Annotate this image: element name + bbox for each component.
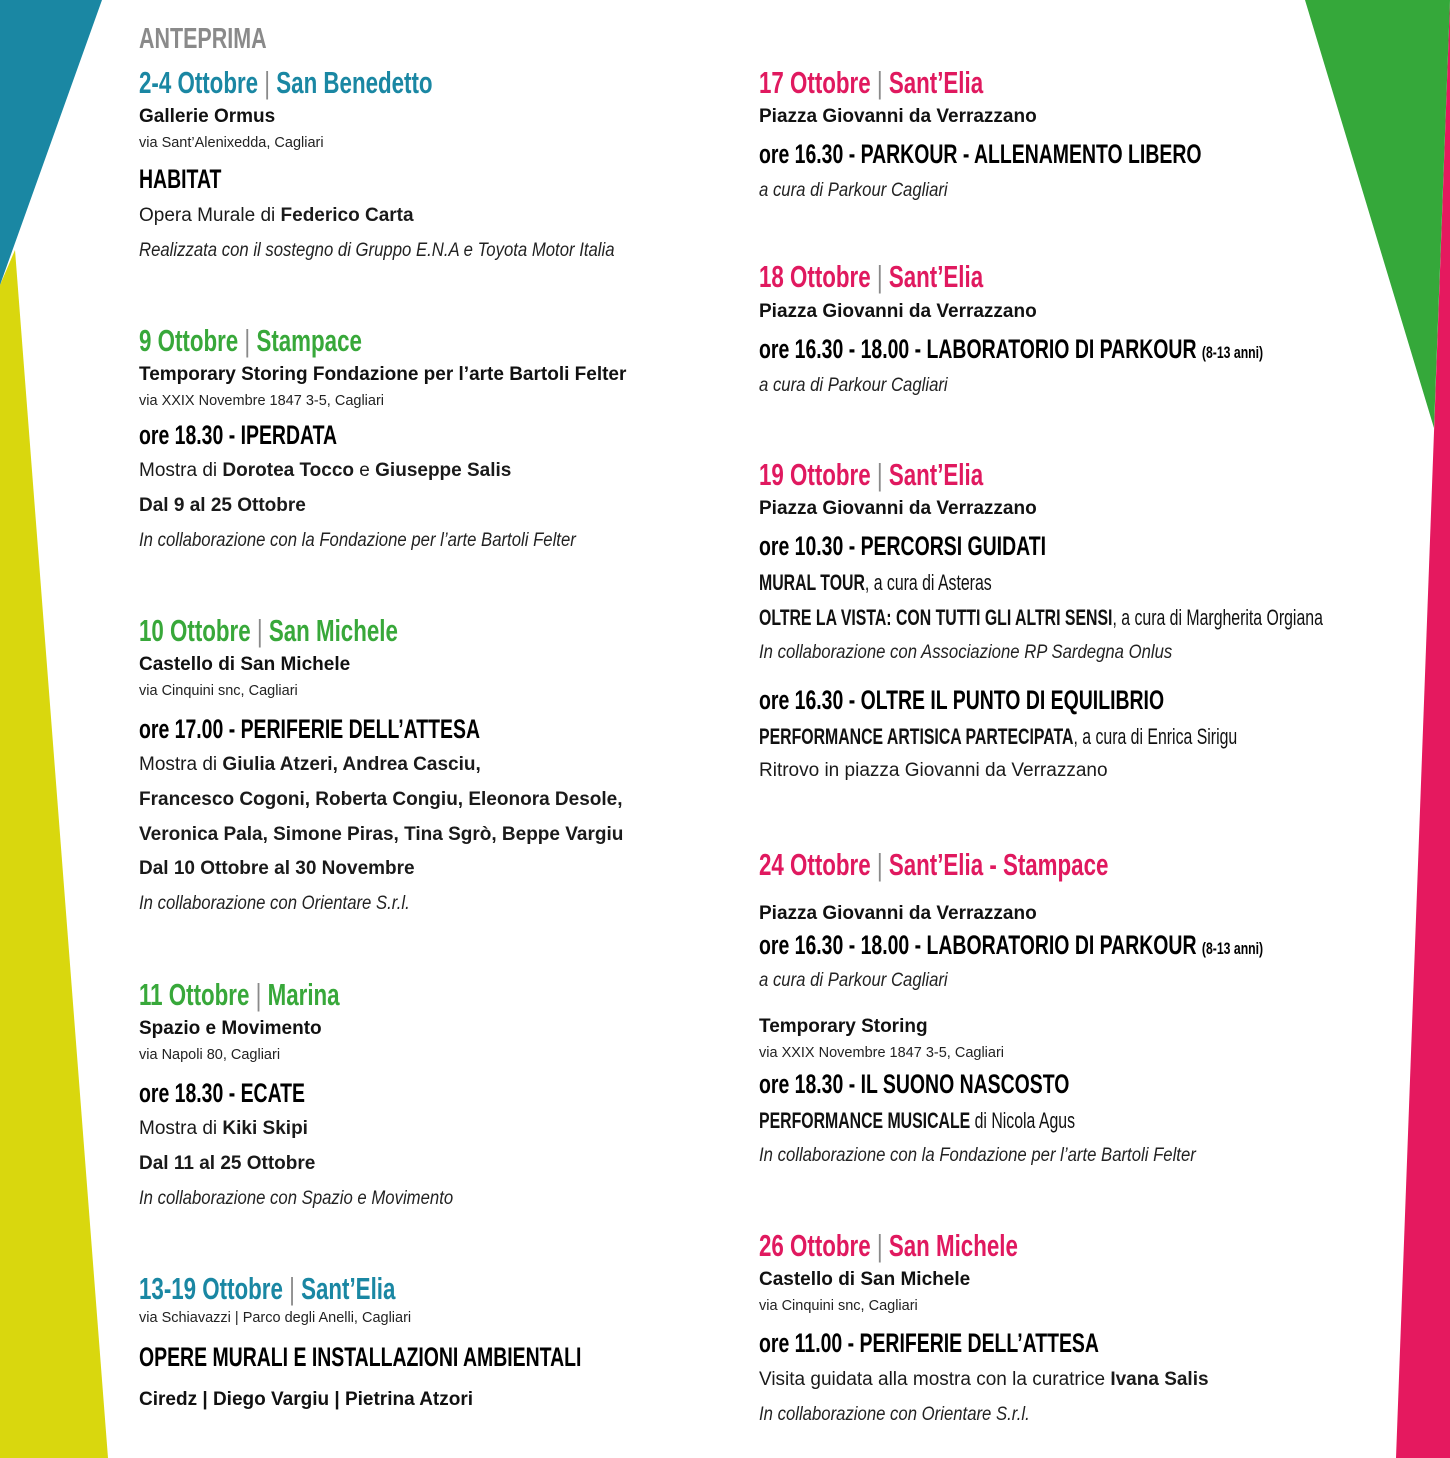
event-date: 24 Ottobre (759, 847, 871, 882)
separator: | (255, 977, 262, 1012)
meeting-point: Ritrovo in piazza Giovanni da Verrazzano (759, 760, 1108, 781)
teal-shape (0, 0, 102, 285)
subitem-title: MURAL TOUR (759, 570, 865, 595)
yellow-shape (0, 250, 108, 1458)
event-heading (139, 614, 398, 648)
event-heading (759, 848, 1108, 882)
event-artists: Ciredz | Diego Vargiu | Pietrina Atzori (139, 1389, 474, 1410)
separator: | (256, 613, 263, 648)
separator: | (876, 1228, 883, 1263)
age-range: (8-13 anni) (1201, 939, 1264, 958)
event-description (139, 1117, 308, 1141)
event-note: a cura di Parkour Cagliari (759, 375, 948, 396)
event-date: 19 Ottobre (759, 457, 871, 492)
event-date: 2-4 Ottobre (139, 65, 259, 100)
subitem-curator: , a cura di Enrica Sirigu (1073, 724, 1238, 749)
separator: | (876, 457, 883, 492)
event-venue: Castello di San Michele (139, 654, 351, 675)
section-header: ANTEPRIMA (139, 23, 267, 55)
event-venue: Piazza Giovanni da Verrazzano (759, 106, 1037, 127)
event-address: via Sant’Alenixedda, Cagliari (139, 135, 324, 151)
event-venue: Temporary Storing Fondazione per l’arte Bartoli Felter (139, 364, 627, 385)
event-address: via Schiavazzi | Parco degli Anelli, Cagliari (139, 1310, 412, 1326)
event-heading (759, 458, 983, 492)
event-title: ore 16.30 - PARKOUR - ALLENAMENTO LIBERO (759, 139, 1202, 169)
event-venue: Piazza Giovanni da Verrazzano (759, 301, 1037, 322)
event-period: Dal 10 Ottobre al 30 Novembre (139, 858, 415, 879)
event-place: San Michele (888, 1228, 1018, 1263)
event-description (139, 459, 511, 483)
event-date: 10 Ottobre (139, 613, 251, 648)
event-title: ore 18.30 - ECATE (139, 1078, 306, 1108)
event-title: ore 11.00 - PERIFERIE DELL’ATTESA (759, 1328, 1099, 1358)
event-date: 9 Ottobre (139, 323, 239, 358)
event-subitem (759, 1108, 1075, 1134)
desc-text: Mostra di (139, 1118, 223, 1139)
event-note: In collaborazione con Spazio e Movimento (139, 1188, 454, 1209)
event-title: ore 16.30 - OLTRE IL PUNTO DI EQUILIBRIO (759, 685, 1165, 715)
event-address: via Cinquini snc, Cagliari (139, 683, 298, 699)
subitem-curator: , a cura di Asteras (864, 570, 992, 595)
event-heading (759, 66, 983, 100)
event-venue: Piazza Giovanni da Verrazzano (759, 498, 1037, 519)
separator: | (244, 323, 251, 358)
event-place: Sant’Elia (301, 1271, 396, 1306)
event-place: Sant’Elia (888, 65, 984, 100)
event-note: a cura di Parkour Cagliari (759, 180, 948, 201)
subitem-title: OLTRE LA VISTA: CON TUTTI GLI ALTRI SENSI (759, 605, 1113, 630)
event-place: Sant’Elia (888, 457, 984, 492)
event-note: In collaborazione con Orientare S.r.l. (759, 1404, 1030, 1425)
subitem-performer: di Nicola Agus (970, 1108, 1075, 1133)
event-subitem (759, 724, 1237, 750)
event-date: 26 Ottobre (759, 1228, 871, 1263)
event-date: 13-19 Ottobre (139, 1271, 283, 1306)
event-note: In collaborazione con Orientare S.r.l. (139, 893, 410, 914)
curator-name: Ivana Salis (1110, 1369, 1209, 1390)
event-note: Realizzata con il sostegno di Gruppo E.N.A e Toyota Motor Italia (139, 240, 615, 261)
desc-text: Visita guidata alla mostra con la curatrice (759, 1369, 1111, 1390)
event-title: ore 10.30 - PERCORSI GUIDATI (759, 531, 1046, 561)
desc-text: Mostra di (139, 460, 223, 481)
event-place: San Michele (268, 613, 398, 648)
separator: | (876, 65, 883, 100)
event-description (139, 753, 481, 777)
subitem-curator: , a cura di Margherita Orgiana (1112, 605, 1323, 630)
artist-names: Veronica Pala, Simone Piras, Tina Sgrò, Beppe Vargiu (139, 824, 624, 845)
artist-name: Kiki Skipi (222, 1118, 308, 1139)
event-heading (759, 260, 983, 294)
subitem-title: PERFORMANCE ARTISICA PARTECIPATA (759, 724, 1074, 749)
event-place: Sant’Elia (888, 259, 984, 294)
event-venue: Temporary Storing (759, 1016, 928, 1037)
artist-names: Francesco Cogoni, Roberta Congiu, Eleonora Desole, (139, 789, 623, 810)
separator: | (876, 259, 883, 294)
event-venue: Piazza Giovanni da Verrazzano (759, 903, 1037, 924)
event-place: San Benedetto (276, 65, 433, 100)
age-range: (8-13 anni) (1201, 343, 1264, 362)
event-date: 11 Ottobre (139, 977, 250, 1012)
event-subitem (759, 570, 992, 596)
desc-text: Opera Murale di (139, 205, 281, 226)
event-title: ore 17.00 - PERIFERIE DELL’ATTESA (139, 714, 480, 744)
event-note: In collaborazione con la Fondazione per l’arte Bartoli Felter (139, 530, 576, 551)
artist-name: Dorotea Tocco (222, 460, 355, 481)
artist-names: Giulia Atzeri, Andrea Casciu, (222, 754, 481, 775)
event-title: ore 18.30 - IPERDATA (139, 420, 338, 450)
desc-text: Mostra di (139, 754, 223, 775)
event-place: Marina (267, 977, 340, 1012)
event-address: via Cinquini snc, Cagliari (759, 1298, 918, 1314)
event-address: via Napoli 80, Cagliari (139, 1047, 281, 1063)
event-address: via XXIX Novembre 1847 3-5, Cagliari (139, 393, 385, 409)
event-heading (139, 66, 433, 100)
event-place: Stampace (256, 323, 362, 358)
event-venue: Spazio e Movimento (139, 1018, 322, 1039)
event-venue: Gallerie Ormus (139, 106, 276, 127)
event-title (759, 334, 1263, 368)
subitem-title: PERFORMANCE MUSICALE (759, 1108, 971, 1133)
event-title: ore 18.30 - IL SUONO NASCOSTO (759, 1069, 1070, 1099)
event-period: Dal 9 al 25 Ottobre (139, 495, 306, 516)
separator: | (264, 65, 271, 100)
event-note: In collaborazione con Associazione RP Sardegna Onlus (759, 642, 1173, 663)
event-date: 18 Ottobre (759, 259, 871, 294)
event-address: via XXIX Novembre 1847 3-5, Cagliari (759, 1045, 1005, 1061)
event-note: In collaborazione con la Fondazione per l’arte Bartoli Felter (759, 1145, 1196, 1166)
title-text: ore 16.30 - 18.00 - LABORATORIO DI PARKOUR (759, 930, 1197, 960)
event-venue: Castello di San Michele (759, 1269, 971, 1290)
event-description (139, 204, 414, 228)
separator: | (876, 847, 883, 882)
artist-name: Giuseppe Salis (375, 460, 512, 481)
event-subitem (759, 605, 1323, 631)
event-heading (139, 1272, 395, 1306)
event-description (759, 1368, 1209, 1392)
event-heading (759, 1229, 1018, 1263)
separator: | (289, 1271, 295, 1306)
event-title: OPERE MURALI E INSTALLAZIONI AMBIENTALI (139, 1342, 582, 1372)
event-heading (139, 978, 340, 1012)
desc-text: e (354, 460, 376, 481)
event-heading (139, 324, 362, 358)
title-text: ore 16.30 - 18.00 - LABORATORIO DI PARKOUR (759, 334, 1197, 364)
event-title (759, 930, 1263, 964)
event-title: HABITAT (139, 164, 222, 194)
green-shape (1305, 0, 1450, 428)
event-period: Dal 11 al 25 Ottobre (139, 1153, 316, 1174)
event-note: a cura di Parkour Cagliari (759, 970, 948, 991)
artist-name: Federico Carta (280, 205, 414, 226)
event-date: 17 Ottobre (759, 65, 871, 100)
event-place: Sant’Elia - Stampace (888, 847, 1109, 882)
